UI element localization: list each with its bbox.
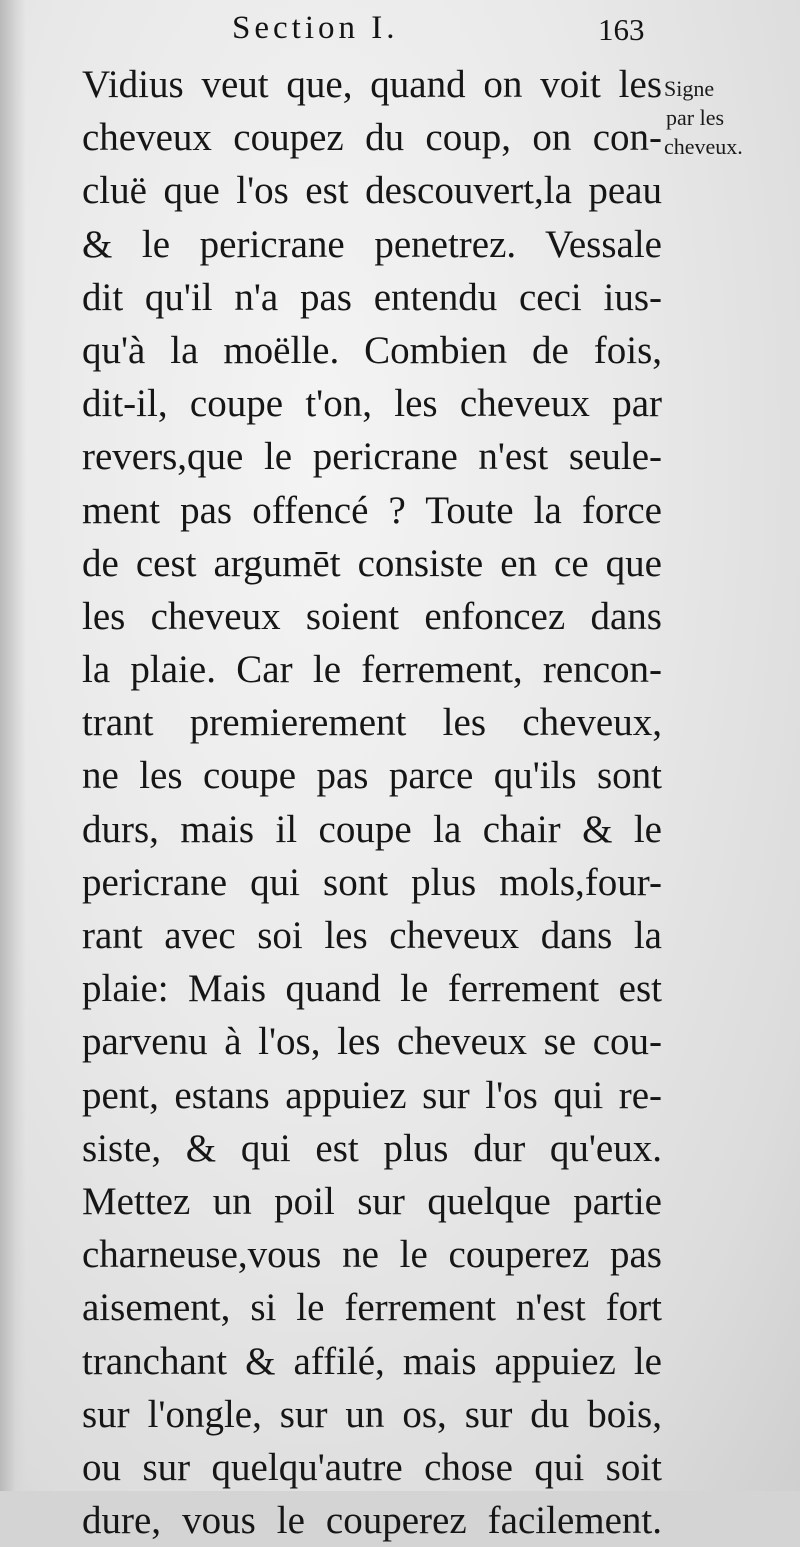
text-line: Mettez un poil sur quelque partie [82,1179,662,1223]
text-line: durs, mais il coupe la chair & le [82,807,662,851]
text-line: les cheveux soient enfoncez dans [82,594,662,638]
text-line: ou sur quelqu'autre chose qui soit [82,1445,662,1489]
text-line: pent, estans appuiez sur l'os qui re- [82,1073,662,1117]
text-line: & le pericrane penetrez. Vessale [82,222,662,266]
text-line: sur l'ongle, sur un os, sur du bois, [82,1392,662,1436]
text-line: parvenu à l'os, les cheveux se cou- [82,1020,662,1064]
marginal-note-line: par les [666,105,725,130]
text-line: pericrane qui sont plus mols,four- [82,860,662,904]
text-line: qu'à la moëlle. Combien de fois, [82,328,662,372]
text-line: charneuse,vous ne le couperez pas [82,1233,662,1277]
marginal-note [664,74,792,161]
text-line: ne les coupe pas parce qu'ils sont [82,754,662,798]
text-line: dit-il, coupe t'on, les cheveux par [82,382,662,426]
marginal-note-line: Signe [664,76,715,101]
page-header [0,8,800,56]
text-line: plaie: Mais quand le ferrement est [82,967,662,1011]
marginal-note-line: cheveux. [664,134,743,159]
text-line: rant avec soi les cheveux dans la [82,914,662,957]
running-head: Section I. [232,10,399,46]
page-number: 163 [598,12,645,47]
text-line: Vidius veut que, quand on voit les [82,63,662,106]
text-line: dit qu'il n'a pas entendu ceci ius- [82,275,662,319]
text-line: ment pas offencé ? Toute la force [82,488,662,532]
text-line: tranchant & affilé, mais appuiez le [82,1339,662,1383]
text-line: de cest argumēt consiste en ce que [82,541,662,585]
binding-gutter [0,0,26,1491]
body-text [82,58,662,1547]
text-line: revers,que le pericrane n'est seule- [82,435,662,479]
text-line: cluë que l'os est descouvert,la peau [82,169,662,213]
text-line: dure, vous le couperez facilement. [82,1499,662,1543]
text-line: la plaie. Car le ferrement, rencon- [82,648,662,692]
text-line: aisement, si le ferrement n'est fort [82,1286,662,1330]
text-line: cheveux coupez du coup, on con- [82,116,662,160]
text-line: trant premierement les cheveux, [82,701,662,745]
text-line: siste, & qui est plus dur qu'eux. [82,1126,662,1170]
